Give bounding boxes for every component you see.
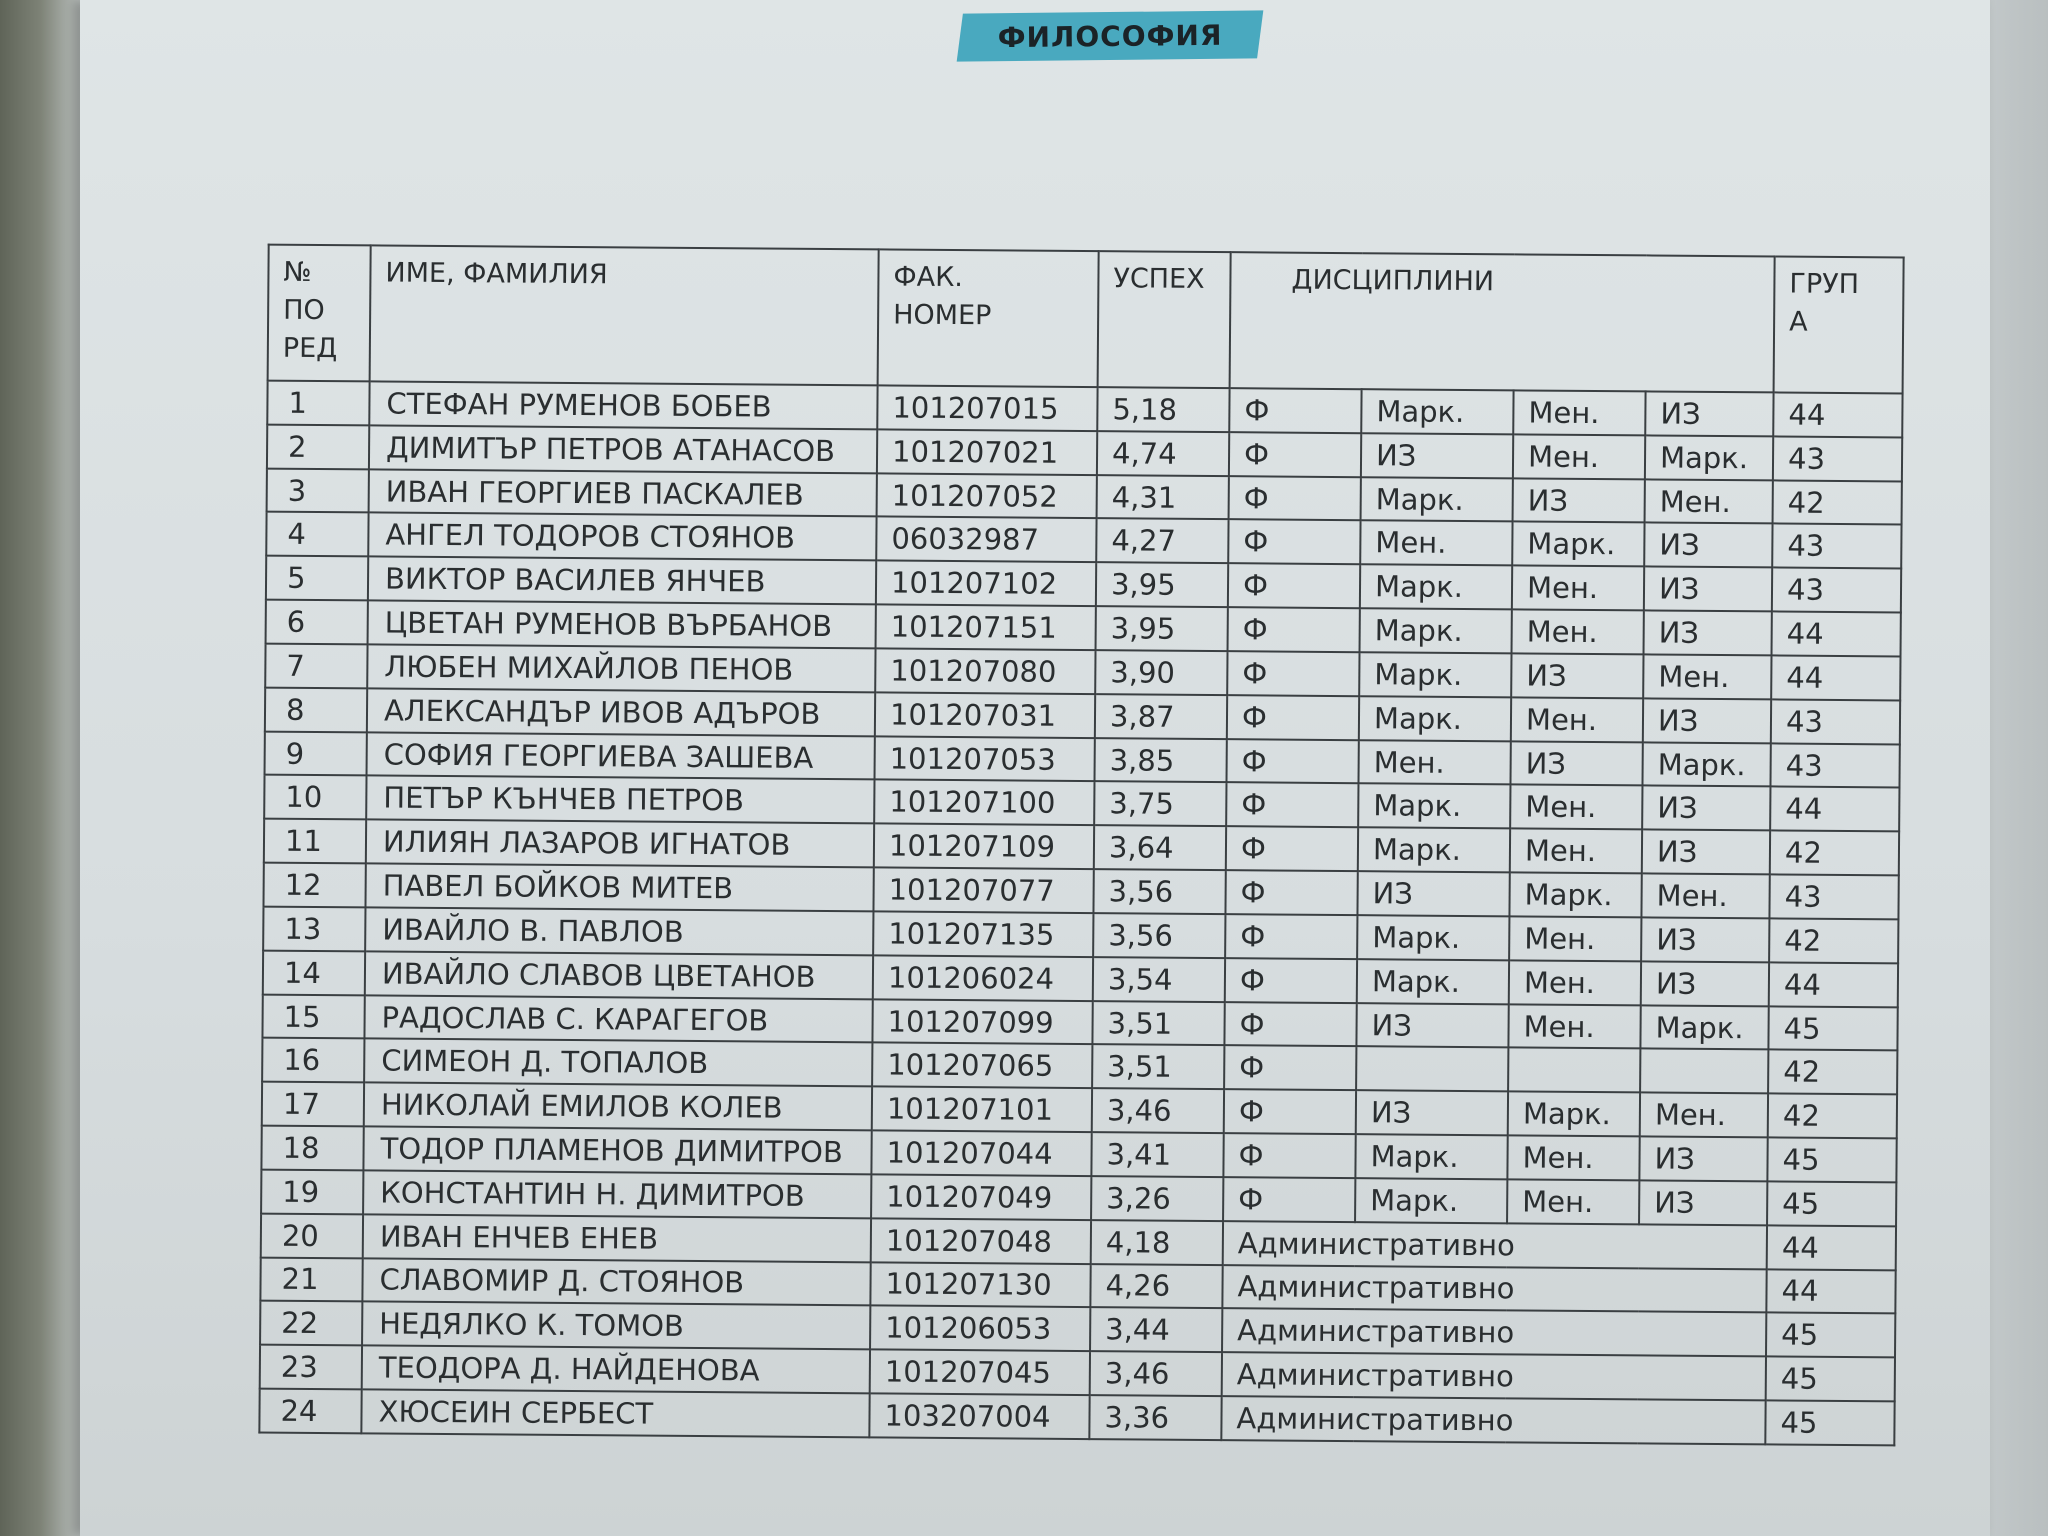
discipline-cell: ИЗ — [1642, 830, 1770, 875]
faculty-number: 101207015 — [877, 385, 1097, 431]
discipline-cell: Мен. — [1507, 1135, 1639, 1180]
row-number: 5 — [266, 556, 368, 601]
discipline-cell: Мен. — [1508, 1004, 1640, 1049]
grade-average: 3,95 — [1096, 606, 1228, 651]
grade-average: 4,31 — [1097, 475, 1229, 520]
faculty-number: 101207101 — [872, 1087, 1092, 1133]
group-number: 42 — [1773, 480, 1902, 525]
discipline-cell: Мен. — [1512, 610, 1644, 655]
discipline-cell: ИЗ — [1645, 391, 1773, 436]
row-number: 19 — [261, 1169, 363, 1214]
row-number: 14 — [263, 950, 365, 995]
discipline-cell: Ф — [1228, 563, 1360, 608]
group-number: 44 — [1773, 392, 1902, 437]
grade-average: 3,44 — [1090, 1307, 1222, 1352]
faculty-number: 101207102 — [876, 561, 1096, 607]
discipline-cell: Марк. — [1645, 435, 1773, 480]
group-number: 42 — [1769, 918, 1898, 963]
discipline-cell: Ф — [1224, 1046, 1356, 1091]
student-name: СЛАВОМИР Д. СТОЯНОВ — [362, 1258, 870, 1306]
title-banner — [957, 10, 1264, 61]
student-name: СОФИЯ ГЕОРГИЕВА ЗАШЕВА — [367, 732, 875, 780]
group-number: 44 — [1770, 787, 1899, 832]
grade-average: 3,51 — [1092, 1001, 1224, 1046]
group-number: 45 — [1766, 1313, 1895, 1358]
faculty-number: 101207044 — [871, 1130, 1091, 1176]
row-number: 20 — [261, 1213, 363, 1258]
discipline-cell: Ф — [1226, 739, 1358, 784]
discipline-cell: ИЗ — [1510, 741, 1642, 786]
discipline-cell: Марк. — [1360, 608, 1512, 653]
discipline-cell: ИЗ — [1641, 917, 1769, 962]
group-number: 42 — [1770, 831, 1899, 876]
discipline-cell: Мен. — [1509, 960, 1641, 1005]
page-title: ФИЛОСОФИЯ — [997, 18, 1223, 54]
discipline-cell: ИЗ — [1511, 653, 1643, 698]
student-name: ИЛИЯН ЛАЗАРОВ ИГНАТОВ — [366, 820, 874, 868]
faculty-number: 101207077 — [873, 867, 1093, 913]
grade-average: 4,26 — [1090, 1264, 1222, 1309]
group-number: 44 — [1772, 612, 1901, 657]
discipline-cell: Мен. — [1512, 566, 1644, 611]
discipline-cell: Марк. — [1508, 1092, 1640, 1137]
faculty-number: 101207065 — [872, 1043, 1092, 1089]
discipline-cell: Марк. — [1355, 1178, 1507, 1223]
grade-average: 3,56 — [1093, 869, 1225, 914]
discipline-cell: Ф — [1225, 914, 1357, 959]
roster-table-wrap — [258, 244, 1902, 1447]
admin-note: Административно — [1222, 1265, 1766, 1313]
admin-note: Административно — [1223, 1221, 1767, 1269]
row-number: 22 — [260, 1301, 362, 1346]
faculty-number: 101207048 — [871, 1218, 1091, 1264]
student-name: ИВАН ЕНЧЕВ ЕНЕВ — [363, 1214, 871, 1262]
grade-average: 3,87 — [1095, 694, 1227, 739]
discipline-cell: Марк. — [1509, 872, 1641, 917]
group-number: 43 — [1772, 568, 1901, 613]
student-name: ХЮСЕИН СЕРБЕСТ — [361, 1389, 869, 1437]
student-name: АНГЕЛ ТОДОРОВ СТОЯНОВ — [368, 513, 876, 561]
discipline-cell: ИЗ — [1644, 567, 1772, 612]
grade-average: 3,36 — [1089, 1395, 1221, 1440]
faculty-number: 101207021 — [877, 429, 1097, 475]
discipline-cell: Ф — [1224, 1089, 1356, 1134]
discipline-cell: Мен. — [1510, 829, 1642, 874]
discipline-cell: ИЗ — [1644, 611, 1772, 656]
group-number: 43 — [1773, 436, 1902, 481]
discipline-cell: Мен. — [1640, 1093, 1768, 1138]
row-number: 15 — [262, 994, 364, 1039]
student-name: СИМЕОН Д. ТОПАЛОВ — [364, 1039, 872, 1087]
discipline-cell: Марк. — [1359, 652, 1511, 697]
discipline-cell: ИЗ — [1356, 1003, 1508, 1048]
discipline-cell: ИЗ — [1361, 433, 1513, 478]
discipline-cell: Мен. — [1513, 434, 1645, 479]
group-number: 44 — [1771, 655, 1900, 700]
discipline-cell: Марк. — [1640, 1005, 1768, 1050]
faculty-number: 101207053 — [875, 736, 1095, 782]
student-name: ЛЮБЕН МИХАЙЛОВ ПЕНОВ — [367, 644, 875, 692]
student-name: АЛЕКСАНДЪР ИВОВ АДЪРОВ — [367, 688, 875, 736]
faculty-number: 101207049 — [871, 1174, 1091, 1220]
discipline-cell: ИЗ — [1356, 1090, 1508, 1135]
faculty-number: 103207004 — [869, 1393, 1089, 1439]
discipline-cell: Ф — [1225, 958, 1357, 1003]
row-number: 4 — [266, 512, 368, 557]
discipline-cell: Ф — [1228, 607, 1360, 652]
grade-average: 3,85 — [1094, 738, 1226, 783]
row-number: 2 — [267, 424, 369, 469]
row-number: 9 — [265, 731, 367, 776]
discipline-cell: Ф — [1227, 695, 1359, 740]
student-name: ИВАЙЛО СЛАВОВ ЦВЕТАНОВ — [365, 951, 873, 999]
group-number: 43 — [1771, 699, 1900, 744]
group-number: 45 — [1767, 1181, 1896, 1226]
header-fac: ФАК. НОМЕР — [878, 249, 1099, 387]
group-number: 42 — [1768, 1050, 1897, 1095]
discipline-cell — [1508, 1048, 1640, 1093]
header-row — [268, 245, 1904, 394]
student-name: ТОДОР ПЛАМЕНОВ ДИМИТРОВ — [363, 1126, 871, 1174]
grade-average: 4,74 — [1097, 431, 1229, 476]
discipline-cell: Ф — [1228, 520, 1360, 565]
student-name: НИКОЛАЙ ЕМИЛОВ КОЛЕВ — [364, 1083, 872, 1131]
discipline-cell: Марк. — [1357, 915, 1509, 960]
student-name: ПАВЕЛ БОЙКОВ МИТЕВ — [365, 863, 873, 911]
discipline-cell: Марк. — [1358, 784, 1510, 829]
discipline-cell: Ф — [1229, 432, 1361, 477]
grade-average: 3,95 — [1096, 562, 1228, 607]
row-number: 17 — [262, 1082, 364, 1127]
discipline-cell: ИЗ — [1641, 961, 1769, 1006]
discipline-cell: Марк. — [1512, 522, 1644, 567]
grade-average: 3,46 — [1092, 1088, 1224, 1133]
discipline-cell: Ф — [1225, 870, 1357, 915]
group-number: 44 — [1767, 1225, 1896, 1270]
discipline-cell: Мен. — [1509, 916, 1641, 961]
group-number: 43 — [1769, 875, 1898, 920]
discipline-cell: ИЗ — [1642, 786, 1770, 831]
discipline-cell: Мен. — [1645, 479, 1773, 524]
student-name: ПЕТЪР КЪНЧЕВ ПЕТРОВ — [366, 776, 874, 824]
group-number: 43 — [1772, 524, 1901, 569]
discipline-cell: ИЗ — [1644, 523, 1772, 568]
student-name: ВИКТОР ВАСИЛЕВ ЯНЧЕВ — [368, 557, 876, 605]
row-number: 1 — [267, 381, 369, 426]
discipline-cell: Ф — [1226, 783, 1358, 828]
student-name: СТЕФАН РУМЕНОВ БОБЕВ — [369, 381, 877, 429]
row-number: 7 — [265, 644, 367, 689]
faculty-number: 06032987 — [876, 517, 1096, 563]
discipline-cell: Ф — [1224, 1002, 1356, 1047]
grade-average: 4,18 — [1091, 1220, 1223, 1265]
grade-average: 3,56 — [1093, 913, 1225, 958]
discipline-cell — [1356, 1047, 1508, 1092]
discipline-cell: Мен. — [1507, 1179, 1639, 1224]
faculty-number: 101206053 — [870, 1306, 1090, 1352]
student-name: ЦВЕТАН РУМЕНОВ ВЪРБАНОВ — [368, 601, 876, 649]
discipline-cell: Ф — [1229, 476, 1361, 521]
faculty-number: 101207151 — [876, 605, 1096, 651]
discipline-cell: Мен. — [1360, 521, 1512, 566]
row-number: 23 — [260, 1345, 362, 1390]
grade-average: 3,75 — [1094, 782, 1226, 827]
faculty-number: 101207099 — [872, 999, 1092, 1045]
faculty-number: 101207135 — [873, 911, 1093, 957]
row-number: 6 — [266, 600, 368, 645]
faculty-number: 101207130 — [870, 1262, 1090, 1308]
grade-average: 3,46 — [1090, 1351, 1222, 1396]
discipline-cell: Мен. — [1510, 785, 1642, 830]
header-name: ИМЕ, ФАМИЛИЯ — [370, 245, 879, 385]
discipline-cell: ИЗ — [1639, 1180, 1767, 1225]
group-number: 45 — [1766, 1357, 1895, 1402]
grade-average: 3,41 — [1091, 1132, 1223, 1177]
group-number: 45 — [1767, 1137, 1896, 1182]
discipline-cell: Марк. — [1361, 389, 1513, 434]
discipline-cell: Ф — [1229, 388, 1361, 433]
faculty-number: 101206024 — [873, 955, 1093, 1001]
row-number: 3 — [267, 468, 369, 513]
grade-average: 3,51 — [1092, 1045, 1224, 1090]
discipline-cell: Марк. — [1360, 565, 1512, 610]
row-number: 24 — [259, 1389, 361, 1434]
admin-note: Административно — [1222, 1352, 1766, 1400]
student-name: ДИМИТЪР ПЕТРОВ АТАНАСОВ — [369, 425, 877, 473]
faculty-number: 101207100 — [874, 780, 1094, 826]
student-name: НЕДЯЛКО К. ТОМОВ — [362, 1302, 870, 1350]
discipline-cell: Мен. — [1358, 740, 1510, 785]
student-name: РАДОСЛАВ С. КАРАГЕГОВ — [364, 995, 872, 1043]
discipline-cell: ИЗ — [1639, 1136, 1767, 1181]
row-number: 21 — [260, 1257, 362, 1302]
discipline-cell: Мен. — [1643, 654, 1771, 699]
faculty-number: 101207045 — [870, 1350, 1090, 1396]
discipline-cell: Ф — [1227, 651, 1359, 696]
group-number: 44 — [1766, 1269, 1895, 1314]
row-number: 13 — [263, 907, 365, 952]
student-name: ИВАН ГЕОРГИЕВ ПАСКАЛЕВ — [369, 469, 877, 517]
grade-average: 5,18 — [1097, 387, 1229, 432]
discipline-cell: Ф — [1226, 826, 1358, 871]
header-group: ГРУП А — [1774, 256, 1904, 393]
row-number: 16 — [262, 1038, 364, 1083]
grade-average: 3,54 — [1093, 957, 1225, 1002]
discipline-cell: ИЗ — [1643, 698, 1771, 743]
faculty-number: 101207031 — [875, 692, 1095, 738]
discipline-cell: Мен. — [1513, 390, 1645, 435]
grade-average: 3,64 — [1094, 825, 1226, 870]
discipline-cell: Марк. — [1358, 827, 1510, 872]
row-number: 12 — [263, 863, 365, 908]
discipline-cell: Ф — [1223, 1133, 1355, 1178]
student-name: ИВАЙЛО В. ПАВЛОВ — [365, 907, 873, 955]
faculty-number: 101207080 — [875, 648, 1095, 694]
admin-note: Административно — [1221, 1396, 1765, 1444]
roster-table — [258, 244, 1904, 1447]
discipline-cell: Марк. — [1642, 742, 1770, 787]
discipline-cell: Мен. — [1641, 874, 1769, 919]
student-name: КОНСТАНТИН Н. ДИМИТРОВ — [363, 1170, 871, 1218]
group-number: 42 — [1768, 1094, 1897, 1139]
row-number: 11 — [264, 819, 366, 864]
discipline-cell: Марк. — [1361, 477, 1513, 522]
header-num: № ПО РЕД — [268, 245, 371, 382]
discipline-cell: Марк. — [1359, 696, 1511, 741]
discipline-cell: ИЗ — [1513, 478, 1645, 523]
discipline-cell: Марк. — [1355, 1134, 1507, 1179]
grade-average: 3,26 — [1091, 1176, 1223, 1221]
group-number: 45 — [1768, 1006, 1897, 1051]
admin-note: Административно — [1222, 1309, 1766, 1357]
student-name: ТЕОДОРА Д. НАЙДЕНОВА — [362, 1346, 870, 1394]
header-grade: УСПЕХ — [1098, 251, 1231, 388]
discipline-cell: Мен. — [1511, 697, 1643, 742]
header-disciplines: ДИСЦИПЛИНИ — [1230, 252, 1775, 392]
group-number: 43 — [1771, 743, 1900, 788]
group-number: 44 — [1769, 962, 1898, 1007]
faculty-number: 101207109 — [874, 824, 1094, 870]
discipline-cell: Марк. — [1357, 959, 1509, 1004]
discipline-cell: Ф — [1223, 1177, 1355, 1222]
faculty-number: 101207052 — [877, 473, 1097, 519]
row-number: 18 — [261, 1126, 363, 1171]
discipline-cell: ИЗ — [1357, 871, 1509, 916]
row-number: 10 — [264, 775, 366, 820]
discipline-cell — [1640, 1049, 1768, 1094]
roster-body — [259, 381, 1902, 1446]
grade-average: 3,90 — [1095, 650, 1227, 695]
row-number: 8 — [265, 687, 367, 732]
group-number: 45 — [1765, 1400, 1894, 1445]
grade-average: 4,27 — [1096, 519, 1228, 564]
